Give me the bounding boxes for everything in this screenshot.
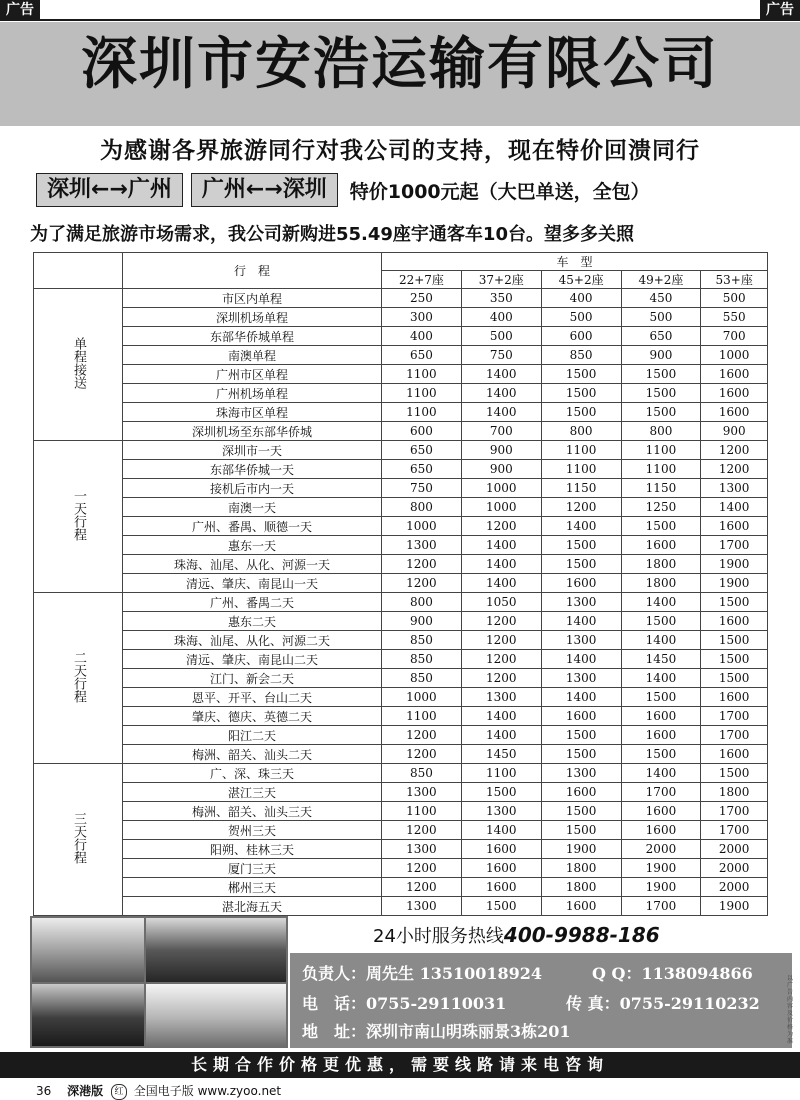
price-cell: 1100 — [382, 384, 462, 403]
company-name: 深圳市安浩运输有限公司 — [81, 32, 719, 97]
price-cell: 900 — [461, 441, 541, 460]
price-cell: 1200 — [701, 441, 768, 460]
price-cell: 1500 — [621, 612, 701, 631]
price-cell: 500 — [461, 327, 541, 346]
price-cell: 1500 — [701, 631, 768, 650]
price-cell: 900 — [461, 460, 541, 479]
price-cell: 1500 — [621, 517, 701, 536]
price-cell: 1300 — [461, 802, 541, 821]
price-cell: 600 — [541, 327, 621, 346]
table-row — [34, 346, 768, 365]
page-footer — [36, 1082, 281, 1100]
price-cell: 1200 — [461, 517, 541, 536]
price-cell: 1200 — [701, 460, 768, 479]
price-cell: 1450 — [621, 650, 701, 669]
price-cell: 800 — [541, 422, 621, 441]
price-cell: 1600 — [541, 707, 621, 726]
price-cell: 1200 — [382, 555, 462, 574]
price-cell: 1500 — [701, 650, 768, 669]
price-cell: 1600 — [621, 821, 701, 840]
bus-seats-photo — [146, 984, 286, 1046]
price-cell: 1400 — [621, 764, 701, 783]
price-cell: 1200 — [382, 821, 462, 840]
price-cell: 1000 — [461, 479, 541, 498]
price-cell: 1150 — [541, 479, 621, 498]
bus-interior-photo — [32, 918, 144, 982]
price-cell: 250 — [382, 289, 462, 308]
price-cell: 1100 — [382, 707, 462, 726]
notice-line: 为了满足旅游市场需求，我公司新购进55.49座宇通客车10台。望多多关照 — [30, 224, 634, 245]
price-cell: 650 — [382, 346, 462, 365]
table-row — [34, 840, 768, 859]
price-cell: 650 — [382, 460, 462, 479]
price-cell: 450 — [621, 289, 701, 308]
table-row — [34, 479, 768, 498]
contact-fax: 传 真：0755-29110232 — [566, 994, 760, 1013]
column-header: 49+2座 — [621, 271, 701, 289]
price-table — [33, 252, 768, 916]
price-cell: 1300 — [541, 631, 621, 650]
price-cell: 1400 — [461, 726, 541, 745]
price-cell: 1900 — [701, 897, 768, 916]
edition-badge: 红 — [111, 1084, 127, 1100]
route-cell: 恩平、开平、台山二天 — [123, 688, 382, 707]
route-cell: 东部华侨城单程 — [123, 327, 382, 346]
price-cell: 1600 — [541, 897, 621, 916]
price-cell: 750 — [382, 479, 462, 498]
route-cell: 南澳一天 — [123, 498, 382, 517]
route-cell: 珠海、汕尾、从化、河源一天 — [123, 555, 382, 574]
ad-label-left: 广告 — [0, 0, 40, 20]
table-row — [34, 669, 768, 688]
route-cell: 深圳机场至东部华侨城 — [123, 422, 382, 441]
route-cell: 南澳单程 — [123, 346, 382, 365]
price-cell: 1900 — [541, 840, 621, 859]
route-cell: 深圳市一天 — [123, 441, 382, 460]
price-cell: 1100 — [541, 460, 621, 479]
column-header: 22+7座 — [382, 271, 462, 289]
price-cell: 1450 — [461, 745, 541, 764]
table-row — [34, 726, 768, 745]
price-cell: 900 — [382, 612, 462, 631]
price-cell: 1600 — [621, 802, 701, 821]
price-cell: 1200 — [461, 669, 541, 688]
table-row — [34, 327, 768, 346]
price-cell: 1500 — [461, 897, 541, 916]
price-cell: 900 — [621, 346, 701, 365]
table-row — [34, 878, 768, 897]
route-header: 行 程 — [123, 253, 382, 289]
route-cell: 梅洲、韶关、汕头二天 — [123, 745, 382, 764]
price-cell: 550 — [701, 308, 768, 327]
price-cell: 800 — [621, 422, 701, 441]
price-cell: 1600 — [701, 612, 768, 631]
price-cell: 500 — [701, 289, 768, 308]
price-cell: 1250 — [621, 498, 701, 517]
page-number: 36 — [36, 1084, 52, 1098]
price-cell: 1100 — [382, 403, 462, 422]
price-cell: 850 — [382, 669, 462, 688]
price-cell: 1400 — [541, 517, 621, 536]
price-cell: 1500 — [541, 536, 621, 555]
price-cell: 1000 — [701, 346, 768, 365]
table-row — [34, 289, 768, 308]
price-cell: 1200 — [541, 498, 621, 517]
price-cell: 1700 — [701, 802, 768, 821]
price-cell: 850 — [541, 346, 621, 365]
table-row — [34, 897, 768, 916]
table-row — [34, 612, 768, 631]
price-cell: 1600 — [621, 726, 701, 745]
price-cell: 1200 — [461, 612, 541, 631]
table-row — [34, 308, 768, 327]
price-cell: 1400 — [461, 384, 541, 403]
table-row — [34, 460, 768, 479]
price-cell: 1500 — [621, 384, 701, 403]
price-cell: 650 — [621, 327, 701, 346]
price-cell: 400 — [382, 327, 462, 346]
route-cell: 深圳机场单程 — [123, 308, 382, 327]
price-cell: 1200 — [382, 745, 462, 764]
table-row — [34, 821, 768, 840]
contact-phone: 电 话：0755-29110031 — [302, 994, 507, 1013]
route-cell: 阳朔、桂林三天 — [123, 840, 382, 859]
table-row — [34, 745, 768, 764]
price-cell: 1500 — [701, 593, 768, 612]
price-cell: 1400 — [621, 593, 701, 612]
edition-label: 深港版 — [67, 1084, 104, 1098]
price-cell: 1600 — [701, 745, 768, 764]
route-cell: 江门、新会二天 — [123, 669, 382, 688]
price-cell: 1100 — [461, 764, 541, 783]
hotline-label: 24小时服务热线 — [373, 926, 504, 947]
bus-fleet-photo — [32, 984, 144, 1046]
price-cell: 1500 — [541, 726, 621, 745]
price-cell: 1500 — [701, 764, 768, 783]
price-cell: 1500 — [541, 384, 621, 403]
contact-manager: 负责人：周先生 13510018924 — [302, 964, 543, 983]
column-header: 37+2座 — [461, 271, 541, 289]
price-cell: 1400 — [701, 498, 768, 517]
price-cell: 1700 — [621, 897, 701, 916]
price-cell: 350 — [461, 289, 541, 308]
price-cell: 500 — [541, 308, 621, 327]
price-cell: 2000 — [701, 840, 768, 859]
price-cell: 1800 — [621, 574, 701, 593]
price-cell: 1600 — [461, 840, 541, 859]
price-cell: 500 — [621, 308, 701, 327]
price-cell: 1200 — [461, 631, 541, 650]
price-cell: 2000 — [621, 840, 701, 859]
table-row — [34, 574, 768, 593]
table-row — [34, 688, 768, 707]
price-cell: 1400 — [621, 669, 701, 688]
price-cell: 1800 — [541, 859, 621, 878]
bus-exterior-photo — [146, 918, 286, 982]
hotline — [373, 922, 660, 948]
route-cell: 东部华侨城一天 — [123, 460, 382, 479]
price-cell: 1800 — [621, 555, 701, 574]
column-header: 45+2座 — [541, 271, 621, 289]
price-cell: 1050 — [461, 593, 541, 612]
price-cell: 1200 — [382, 726, 462, 745]
column-header: 53+座 — [701, 271, 768, 289]
price-cell: 1600 — [541, 574, 621, 593]
table-row — [34, 384, 768, 403]
route-cell: 肇庆、德庆、英德二天 — [123, 707, 382, 726]
table-row — [34, 517, 768, 536]
price-cell: 1500 — [541, 821, 621, 840]
price-cell: 750 — [461, 346, 541, 365]
route-cell: 接机后市内一天 — [123, 479, 382, 498]
price-cell: 1600 — [701, 403, 768, 422]
site-label: 全国电子版 www.zyoo.net — [133, 1084, 282, 1098]
price-cell: 1400 — [461, 536, 541, 555]
category-label: 三天行程 — [71, 812, 86, 864]
price-cell: 600 — [382, 422, 462, 441]
price-cell: 1100 — [382, 365, 462, 384]
price-cell: 1600 — [701, 365, 768, 384]
table-row — [34, 707, 768, 726]
route-cell: 广、深、珠三天 — [123, 764, 382, 783]
promo-row — [36, 173, 650, 207]
route-cell: 清远、肇庆、南昆山一天 — [123, 574, 382, 593]
price-cell: 1300 — [461, 688, 541, 707]
price-cell: 650 — [382, 441, 462, 460]
price-cell: 300 — [382, 308, 462, 327]
price-cell: 1400 — [541, 688, 621, 707]
table-row — [34, 403, 768, 422]
price-cell: 1150 — [621, 479, 701, 498]
price-cell: 1600 — [621, 707, 701, 726]
price-cell: 1600 — [461, 859, 541, 878]
contact-qq: Q Q：1138094866 — [592, 964, 753, 983]
price-cell: 800 — [382, 593, 462, 612]
price-cell: 1300 — [382, 783, 462, 802]
price-cell: 1100 — [621, 441, 701, 460]
table-row — [34, 536, 768, 555]
price-cell: 700 — [701, 327, 768, 346]
price-cell: 1600 — [461, 878, 541, 897]
route-cell: 珠海市区单程 — [123, 403, 382, 422]
route-cell: 广州、番禺二天 — [123, 593, 382, 612]
route-cell: 广州机场单程 — [123, 384, 382, 403]
price-cell: 1900 — [621, 878, 701, 897]
price-cell: 1400 — [621, 631, 701, 650]
price-cell: 1500 — [541, 802, 621, 821]
price-cell: 2000 — [701, 859, 768, 878]
price-cell: 1900 — [701, 574, 768, 593]
price-cell: 1300 — [382, 897, 462, 916]
price-cell: 1800 — [701, 783, 768, 802]
price-cell: 1600 — [541, 783, 621, 802]
route-cell: 湛江三天 — [123, 783, 382, 802]
price-cell: 1300 — [541, 669, 621, 688]
price-cell: 850 — [382, 764, 462, 783]
side-note: 以广告内容及价格为准 — [787, 975, 794, 1045]
route-cell: 惠东一天 — [123, 536, 382, 555]
table-row — [34, 631, 768, 650]
route-cell: 惠东二天 — [123, 612, 382, 631]
contact-box — [290, 953, 792, 1048]
category-label: 二天行程 — [71, 650, 86, 703]
price-cell: 1400 — [461, 574, 541, 593]
price-cell: 1700 — [701, 707, 768, 726]
price-cell: 1300 — [382, 536, 462, 555]
price-table-body — [34, 289, 768, 916]
table-row — [34, 764, 768, 783]
price-cell: 1200 — [382, 574, 462, 593]
price-cell: 1100 — [621, 460, 701, 479]
table-row — [34, 555, 768, 574]
route-cell: 郴州三天 — [123, 878, 382, 897]
price-cell: 1000 — [461, 498, 541, 517]
price-cell: 1200 — [382, 878, 462, 897]
price-cell: 700 — [461, 422, 541, 441]
top-divider — [0, 19, 800, 21]
route-cell: 贺州三天 — [123, 821, 382, 840]
price-cell: 1600 — [701, 517, 768, 536]
price-cell: 850 — [382, 650, 462, 669]
price-cell: 1500 — [621, 688, 701, 707]
promo-route-1: 深圳←→广州 — [36, 173, 183, 207]
thanks-line: 为感谢各界旅游同行对我公司的支持，现在特价回溃同行 — [100, 138, 700, 164]
price-cell: 1500 — [621, 745, 701, 764]
route-cell: 广州市区单程 — [123, 365, 382, 384]
vehicle-header: 车 型 — [382, 253, 768, 271]
route-cell: 广州、番禺、顺德一天 — [123, 517, 382, 536]
price-cell: 1600 — [701, 688, 768, 707]
route-cell: 清远、肇庆、南昆山二天 — [123, 650, 382, 669]
table-row — [34, 650, 768, 669]
price-cell: 1100 — [382, 802, 462, 821]
price-cell: 1500 — [541, 745, 621, 764]
contact-address: 地 址：深圳市南山明珠丽景3栋201 — [302, 1022, 571, 1041]
price-cell: 1900 — [621, 859, 701, 878]
route-cell: 梅洲、韶关、汕头三天 — [123, 802, 382, 821]
category-cell — [34, 441, 123, 593]
price-cell: 1300 — [382, 840, 462, 859]
promo-route-2: 广州←→深圳 — [191, 173, 338, 207]
price-cell: 1400 — [461, 555, 541, 574]
price-cell: 1400 — [461, 403, 541, 422]
hotline-number: 400-9988-186 — [503, 923, 660, 947]
category-label: 单程接送 — [71, 337, 86, 389]
price-cell: 1300 — [541, 593, 621, 612]
price-cell: 2000 — [701, 878, 768, 897]
price-cell: 1500 — [461, 783, 541, 802]
price-cell: 1500 — [541, 365, 621, 384]
price-cell: 1400 — [541, 650, 621, 669]
price-cell: 900 — [701, 422, 768, 441]
ad-label-right: 广告 — [760, 0, 800, 20]
price-cell: 1700 — [621, 783, 701, 802]
category-cell — [34, 764, 123, 916]
price-cell: 1400 — [461, 707, 541, 726]
price-cell: 1100 — [541, 441, 621, 460]
price-cell: 1500 — [701, 669, 768, 688]
price-cell: 1600 — [621, 536, 701, 555]
category-label: 一天行程 — [71, 489, 86, 541]
price-cell: 1400 — [461, 821, 541, 840]
price-cell: 850 — [382, 631, 462, 650]
price-cell: 1700 — [701, 821, 768, 840]
category-cell — [34, 593, 123, 764]
price-cell: 1200 — [461, 650, 541, 669]
price-cell: 800 — [382, 498, 462, 517]
price-cell: 1400 — [541, 612, 621, 631]
category-cell — [34, 289, 123, 441]
price-cell: 1200 — [382, 859, 462, 878]
price-cell: 1400 — [461, 365, 541, 384]
table-row — [34, 802, 768, 821]
corner-cell — [34, 253, 123, 289]
table-row — [34, 365, 768, 384]
route-cell: 珠海、汕尾、从化、河源二天 — [123, 631, 382, 650]
price-cell: 1500 — [541, 403, 621, 422]
price-cell: 400 — [461, 308, 541, 327]
table-row — [34, 593, 768, 612]
price-cell: 1300 — [701, 479, 768, 498]
price-cell: 1300 — [541, 764, 621, 783]
price-cell: 1500 — [621, 365, 701, 384]
route-cell: 阳江二天 — [123, 726, 382, 745]
price-cell: 1500 — [621, 403, 701, 422]
table-row — [34, 498, 768, 517]
route-cell: 湛北海五天 — [123, 897, 382, 916]
table-row — [34, 441, 768, 460]
bus-photos — [30, 916, 288, 1048]
price-cell: 1000 — [382, 517, 462, 536]
price-cell: 1800 — [541, 878, 621, 897]
price-cell: 1700 — [701, 726, 768, 745]
price-cell: 1000 — [382, 688, 462, 707]
route-cell: 厦门三天 — [123, 859, 382, 878]
route-cell: 市区内单程 — [123, 289, 382, 308]
price-cell: 1900 — [701, 555, 768, 574]
price-cell: 1500 — [541, 555, 621, 574]
table-row — [34, 422, 768, 441]
price-cell: 1600 — [701, 384, 768, 403]
table-row — [34, 859, 768, 878]
price-cell: 1700 — [701, 536, 768, 555]
price-cell: 400 — [541, 289, 621, 308]
slogan: 长期合作价格更优惠，需要线路请来电咨询 — [0, 1052, 800, 1078]
promo-text: 特价1000元起（大巴单送，全包） — [349, 180, 650, 203]
table-row — [34, 783, 768, 802]
